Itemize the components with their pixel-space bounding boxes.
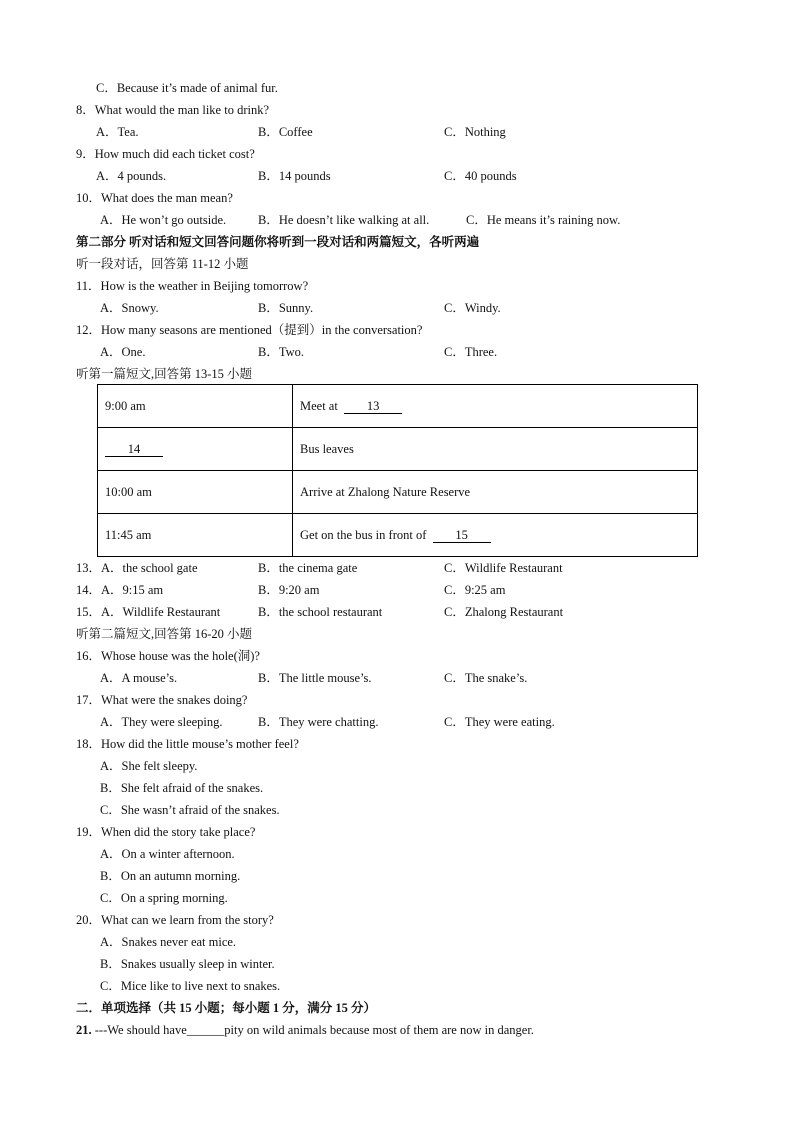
table-cell: 9:00 am	[98, 385, 293, 428]
answer-blank-14: 14	[105, 442, 163, 457]
q14-option-c: C．9:25 am	[444, 583, 506, 597]
q12-option-c: C．Three.	[444, 345, 498, 359]
q9-option-a: A．4 pounds.	[96, 169, 167, 183]
q15-option-a: 15．A．Wildlife Restaurant	[76, 605, 221, 619]
section2-heading: 二．单项选择（共 15 小题；每小题 1 分，满分 15 分）	[76, 1001, 377, 1015]
q21-number: 21.	[76, 1023, 92, 1037]
q17-option-b: B．They were chatting.	[258, 715, 379, 729]
table-row	[98, 471, 698, 514]
table-cell: 10:00 am	[98, 471, 293, 514]
dialog-instruction: 听一段对话，回答第 11-12 小题	[76, 257, 249, 271]
q7-option-c: C．Because it’s made of animal fur.	[96, 81, 278, 95]
q13-option-a: 13．A．the school gate	[76, 561, 198, 575]
q20-option-a: A．Snakes never eat mice.	[100, 935, 237, 949]
q12-option-a: A．One.	[100, 345, 146, 359]
table-row	[98, 385, 698, 428]
q19-option-c: C．On a spring morning.	[100, 891, 228, 905]
q18-question: 18．How did the little mouse’s mother feel?	[76, 737, 299, 751]
q16-option-a: A．A mouse’s.	[100, 671, 178, 685]
q14-option-a: 14．A．9:15 am	[76, 583, 164, 597]
q19-option-b: B．On an autumn morning.	[100, 869, 241, 883]
table-cell	[293, 385, 698, 428]
q20-question: 20．What can we learn from the story?	[76, 913, 274, 927]
q21-text: ---We should have______pity on wild animals because most of them are now in danger.	[91, 1023, 534, 1037]
q18-option-a: A．She felt sleepy.	[100, 759, 198, 773]
q10-option-b: B．He doesn’t like walking at all.	[258, 213, 430, 227]
q19-question: 19．When did the story take place?	[76, 825, 256, 839]
q17-option-a: A．They were sleeping.	[100, 715, 223, 729]
q12-question: 12．How many seasons are mentioned（提到）in the conversation?	[76, 323, 423, 337]
q10-question: 10．What does the man mean?	[76, 191, 233, 205]
q11-option-b: B．Sunny.	[258, 301, 314, 315]
q17-question: 17．What were the snakes doing?	[76, 693, 248, 707]
q20-option-b: B．Snakes usually sleep in winter.	[100, 957, 275, 971]
q20-option-c: C．Mice like to live next to snakes.	[100, 979, 281, 993]
q13-option-b: B．the cinema gate	[258, 561, 358, 575]
table-cell: 11:45 am	[98, 514, 293, 557]
q9-option-c: C．40 pounds	[444, 169, 517, 183]
q8-option-a: A．Tea.	[96, 125, 139, 139]
table-cell	[293, 514, 698, 557]
q21-question	[76, 1022, 534, 1038]
q18-option-b: B．She felt afraid of the snakes.	[100, 781, 264, 795]
passage2-instruction: 听第二篇短文,回答第 16-20 小题	[76, 627, 253, 641]
table-row	[98, 514, 698, 557]
q8-option-b: B．Coffee	[258, 125, 313, 139]
q15-option-b: B．the school restaurant	[258, 605, 383, 619]
answer-blank-15: 15	[433, 528, 491, 543]
q8-question: 8．What would the man like to drink?	[76, 103, 270, 117]
q18-option-c: C．She wasn’t afraid of the snakes.	[100, 803, 280, 817]
cell-text: Meet at	[300, 398, 338, 413]
passage1-instruction: 听第一篇短文,回答第 13-15 小题	[76, 367, 253, 381]
q16-question: 16．Whose house was the hole(洞)?	[76, 649, 260, 663]
q12-option-b: B．Two.	[258, 345, 305, 359]
q19-option-a: A．On a winter afternoon.	[100, 847, 235, 861]
q16-option-c: C．The snake’s.	[444, 671, 528, 685]
q11-option-c: C．Windy.	[444, 301, 501, 315]
q9-question: 9．How much did each ticket cost?	[76, 147, 255, 161]
table-cell	[98, 428, 293, 471]
table-cell: Arrive at Zhalong Nature Reserve	[293, 471, 698, 514]
cell-text: Get on the bus in front of	[300, 527, 427, 542]
answer-blank-13: 13	[344, 399, 402, 414]
q17-option-c: C．They were eating.	[444, 715, 555, 729]
part2-heading: 第二部分 听对话和短文回答问题你将听到一段对话和两篇短文，各听两遍	[76, 235, 480, 249]
q13-option-c: C．Wildlife Restaurant	[444, 561, 563, 575]
q11-question: 11．How is the weather in Beijing tomorrow?	[76, 279, 309, 293]
q9-option-b: B．14 pounds	[258, 169, 331, 183]
q14-option-b: B．9:20 am	[258, 583, 320, 597]
q15-option-c: C．Zhalong Restaurant	[444, 605, 564, 619]
schedule-table	[97, 384, 698, 557]
q16-option-b: B．The little mouse’s.	[258, 671, 372, 685]
q11-option-a: A．Snowy.	[100, 301, 159, 315]
q10-option-c: C．He means it’s raining now.	[466, 213, 621, 227]
table-cell: Bus leaves	[293, 428, 698, 471]
table-row	[98, 428, 698, 471]
q8-option-c: C．Nothing	[444, 125, 506, 139]
q10-option-a: A．He won’t go outside.	[100, 213, 227, 227]
